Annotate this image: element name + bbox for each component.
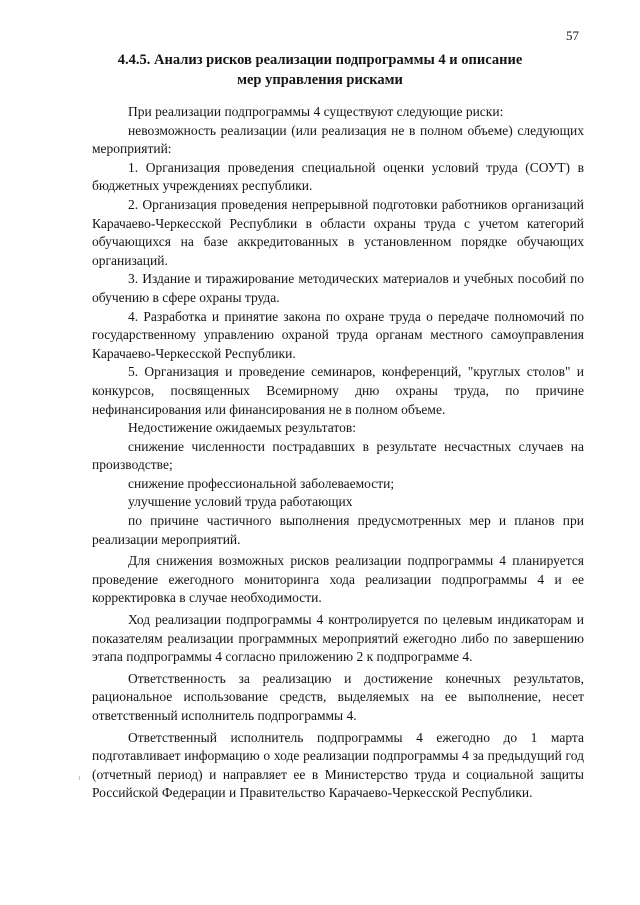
list-item: 5. Организация и проведение семинаров, конференций, "круглых столов" и конкурсов, посвященных Всемирному дню охраны труда, по причине нефинансирования или финансирования не в полном объеме. — [92, 364, 584, 417]
list-item: 4. Разработка и принятие закона по охране труда о передаче полномочий по государственному управлению охраной труда органам местного самоуправления Карачаево-Черкесской Республики. — [92, 308, 584, 361]
section-heading — [60, 50, 580, 90]
paragraph: улучшение условий труда работающих — [128, 494, 353, 510]
paragraph: При реализации подпрограммы 4 существуют следующие риски: — [128, 104, 504, 119]
page-number: 57 — [566, 28, 579, 43]
paragraph: Ход реализации подпрограммы 4 контролируется по целевым индикаторам и показателям реализации программных мероприятий ежегодно либо по завершению этапа подпрограммы 4 согласно приложению 2 к подпрограмме 4. — [92, 612, 584, 665]
paragraph: невозможность реализации (или реализация не в полном объеме) следующих мероприятий: — [92, 122, 584, 157]
paragraph: Ответственный исполнитель подпрограммы 4 ежегодно до 1 марта подготавливает информацию о ходе реализации подпрограммы 4 за предыдущий год (отчетный период) и направляет ее в Министерство труда и социальной защиты Российской Федерации и Правительство Карачаево-Черкесской Республики. — [92, 729, 584, 801]
list-item: 1. Организация проведения специальной оценки условий труда (СОУТ) в бюджетных учреждениях республики. — [92, 159, 584, 194]
list-item: 2. Организация проведения непрерывной подготовки работников организаций Карачаево-Черкесской Республики в области охраны труда с учетом категорий обучающихся на базе аккредитованных в установленном порядке обучающих организаций. — [92, 196, 584, 268]
paragraph: Для снижения возможных рисков реализации подпрограммы 4 планируется проведение ежегодного мониторинга хода реализации подпрограммы 4 и ее корректировка в случае необходимости. — [92, 553, 584, 606]
margin-mark: 1 — [78, 776, 81, 782]
paragraph: по причине частичного выполнения предусмотренных мер и планов при реализации мероприятий. — [92, 513, 584, 547]
body-text — [92, 103, 584, 803]
paragraph: снижение профессиональной заболеваемости; — [128, 475, 395, 491]
section-heading-line-2: мер управления рисками — [237, 72, 403, 88]
section-heading-line-1: 4.4.5. Анализ рисков реализации подпрограммы 4 и описание — [117, 52, 523, 68]
paragraph: Ответственность за реализацию и достижение конечных результатов, рациональное использование средств, выделяемых на ее выполнение, несет ответственный исполнитель подпрограммы 4. — [92, 670, 584, 723]
paragraph: снижение численности пострадавших в результате несчастных случаев на производстве; — [92, 438, 584, 473]
list-item: 3. Издание и тиражирование методических материалов и учебных пособий по обучению в сфере охраны труда. — [92, 271, 584, 305]
paragraph: Недостижение ожидаемых результатов: — [128, 420, 356, 436]
